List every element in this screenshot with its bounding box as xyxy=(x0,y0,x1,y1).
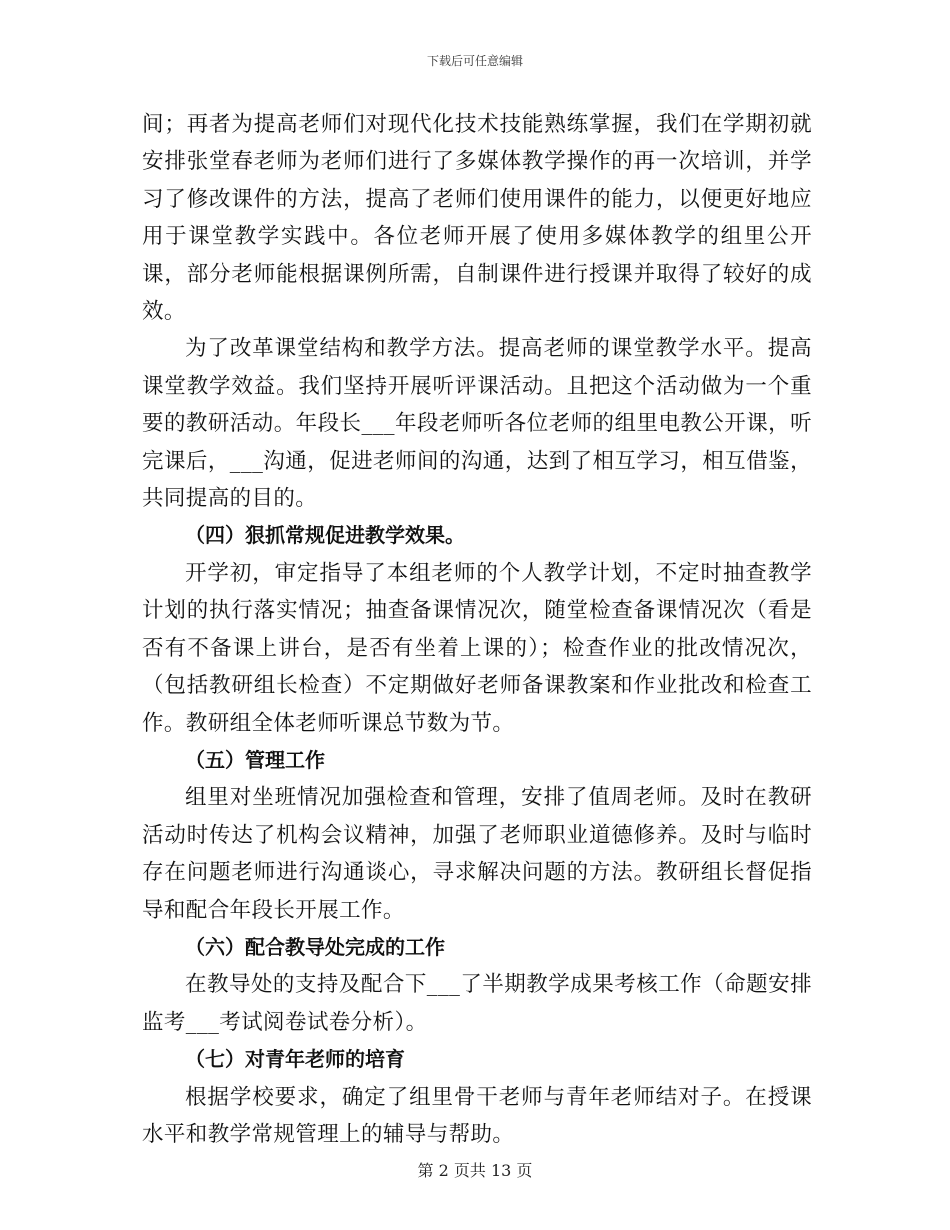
section-heading-6: （六）配合教导处完成的工作 xyxy=(185,934,445,959)
document-body xyxy=(142,106,812,1153)
page-number-footer: 第 2 页共 13 页 xyxy=(417,1161,533,1180)
page-header: 下载后可任意编辑 xyxy=(426,54,523,68)
paragraph-young-teachers: 根据学校要求，确定了组里骨干老师与青年老师结对子。在授课水平和教学常规管理上的辅导与帮助。 xyxy=(142,1084,812,1147)
paragraph-management: 组里对坐班情况加强检查和管理，安排了值周老师。及时在教研活动时传达了机构会议精神，加强了老师职业道德修养。及时与临时存在问题老师进行沟通谈心，寻求解决问题的方法。教研组长督促指导和配合年段长开展工作。 xyxy=(142,785,812,923)
paragraph-multimedia-training: 间；再者为提高老师们对现代化技术技能熟练掌握，我们在学期初就安排张堂春老师为老师们进行了多媒体教学操作的再一次培训，并学习了修改课件的方法，提高了老师们使用课件的能力，以便更好地应用于课堂教学实践中。各位老师开展了使用多媒体教学的组里公开课，部分老师能根据课例所需，自制课件进行授课并取得了较好的成效。 xyxy=(142,112,812,325)
section-heading-4: （四）狠抓常规促进教学效果。 xyxy=(185,523,465,548)
paragraph-cooperation: 在教导处的支持及配合下___了半期教学成果考核工作（命题安排监考___考试阅卷试卷分析）。 xyxy=(142,972,812,1035)
section-heading-5: （五）管理工作 xyxy=(185,747,325,772)
paragraph-lesson-evaluation: 为了改革课堂结构和教学方法。提高老师的课堂教学水平。提高课堂教学效益。我们坚持开展听评课活动。且把这个活动做为一个重要的教研活动。年段长___年段老师听各位老师的组里电教公开课，听完课后，___沟通，促进老师间的沟通，达到了相互学习，相互借鉴，共同提高的目的。 xyxy=(142,336,812,512)
section-heading-7: （七）对青年老师的培育 xyxy=(185,1047,405,1072)
paragraph-routine-checks: 开学初，审定指导了本组老师的个人教学计划，不定时抽查教学计划的执行落实情况；抽查备课情况次，随堂检查备课情况次（看是否有不备课上讲台，是否有坐着上课的）；检查作业的批改情况次，（包括教研组长检查）不定期做好老师备课教案和作业批改和检查工作。教研组全体老师听课总节数为节。 xyxy=(142,560,812,736)
